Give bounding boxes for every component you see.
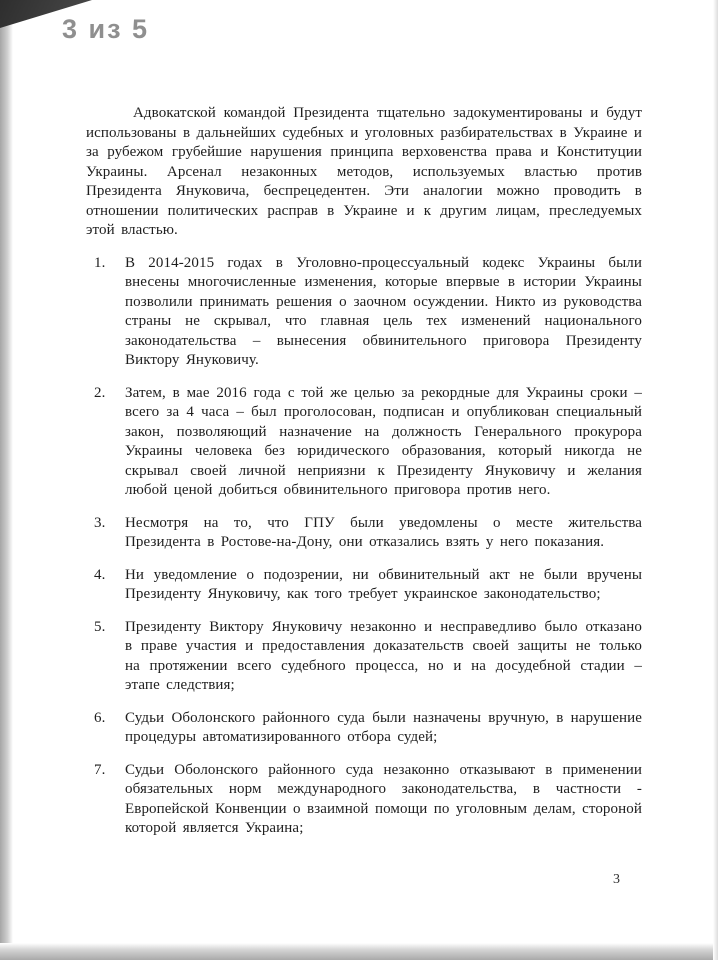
list-item xyxy=(86,618,642,696)
intro-paragraph: Адвокатской командой Президента тщательно задокументированы и будут использованы в дальнейших судебных и уголовных разбирательствах в Украине и за рубежом грубейшие нарушения принципа верховенства права и Конституции Украины. Арсенал незаконных методов, используемых властью против Президента Януковича, беспрецедентен. Эти аналогии можно проводить в отношении политических расправ в Украине и к другим лицам, преследуемых этой властью. xyxy=(86,105,642,238)
list-item-text: В 2014-2015 годах в Уголовно-процессуальный кодекс Украины были внесены многочисленные изменения, которые впервые в истории Украины позволили принимать решения о заочном осуждении. Никто из руководства страны не скрывал, что главная цель тех изменений национального законодательства – вынесения обвинительного приговора Президенту Виктору Януковичу. xyxy=(125,254,642,368)
list-item-text: Судьи Оболонского районного суда незаконно отказывают в применении обязательных норм международного законодательства, в частности - Европейской Конвенции о взаимной помощи по уголовным делам, стороной которой является Украина; xyxy=(125,761,642,836)
list-item-number: 5. xyxy=(94,618,106,635)
list-item xyxy=(86,514,642,553)
list-item xyxy=(86,761,642,839)
list-item xyxy=(86,254,642,371)
list-item-text: Судьи Оболонского районного суда были назначены вручную, в нарушение процедуры автоматизированного отбора судей; xyxy=(125,709,642,745)
list-item-text: Президенту Виктору Януковичу незаконно и несправедливо было отказано в праве участия и предоставления доказательств своей защиты не только на протяжении всего судебного процесса, но и на досудебной стадии – этапе следствия; xyxy=(125,618,642,693)
scan-edge-left xyxy=(0,0,13,960)
scan-edge-bottom xyxy=(0,943,718,960)
list-item xyxy=(86,384,642,501)
scan-edge-right xyxy=(713,0,718,960)
list-item-text: Несмотря на то, что ГПУ были уведомлены о месте жительства Президента в Ростове-на-Дону, они отказались взять у него показания. xyxy=(125,514,642,550)
page-indicator: 3 из 5 xyxy=(62,14,150,44)
list-item xyxy=(86,566,642,605)
list-item-number: 1. xyxy=(94,254,106,271)
document-content xyxy=(86,104,642,852)
page-number: 3 xyxy=(613,872,620,887)
list-item xyxy=(86,709,642,748)
list-item-number: 6. xyxy=(94,709,106,726)
list-item-text: Затем, в мае 2016 года с той же целью за рекордные для Украины сроки – всего за 4 часа – был проголосован, подписан и опубликован специальный закон, позволяющий назначение на должность Генерального прокурора Украины человека без юридического образования, который никогда не скрывал своей личной неприязни к Президенту Януковичу и желания любой ценой добиться обвинительного приговора против него. xyxy=(125,384,642,498)
list-item-text: Ни уведомление о подозрении, ни обвинительный акт не были вручены Президенту Януковичу, как того требует украинское законодательство; xyxy=(125,566,642,602)
list-item-number: 2. xyxy=(94,384,106,401)
list-item-number: 7. xyxy=(94,761,106,778)
list-item-number: 4. xyxy=(94,566,106,583)
list-item-number: 3. xyxy=(94,514,106,531)
